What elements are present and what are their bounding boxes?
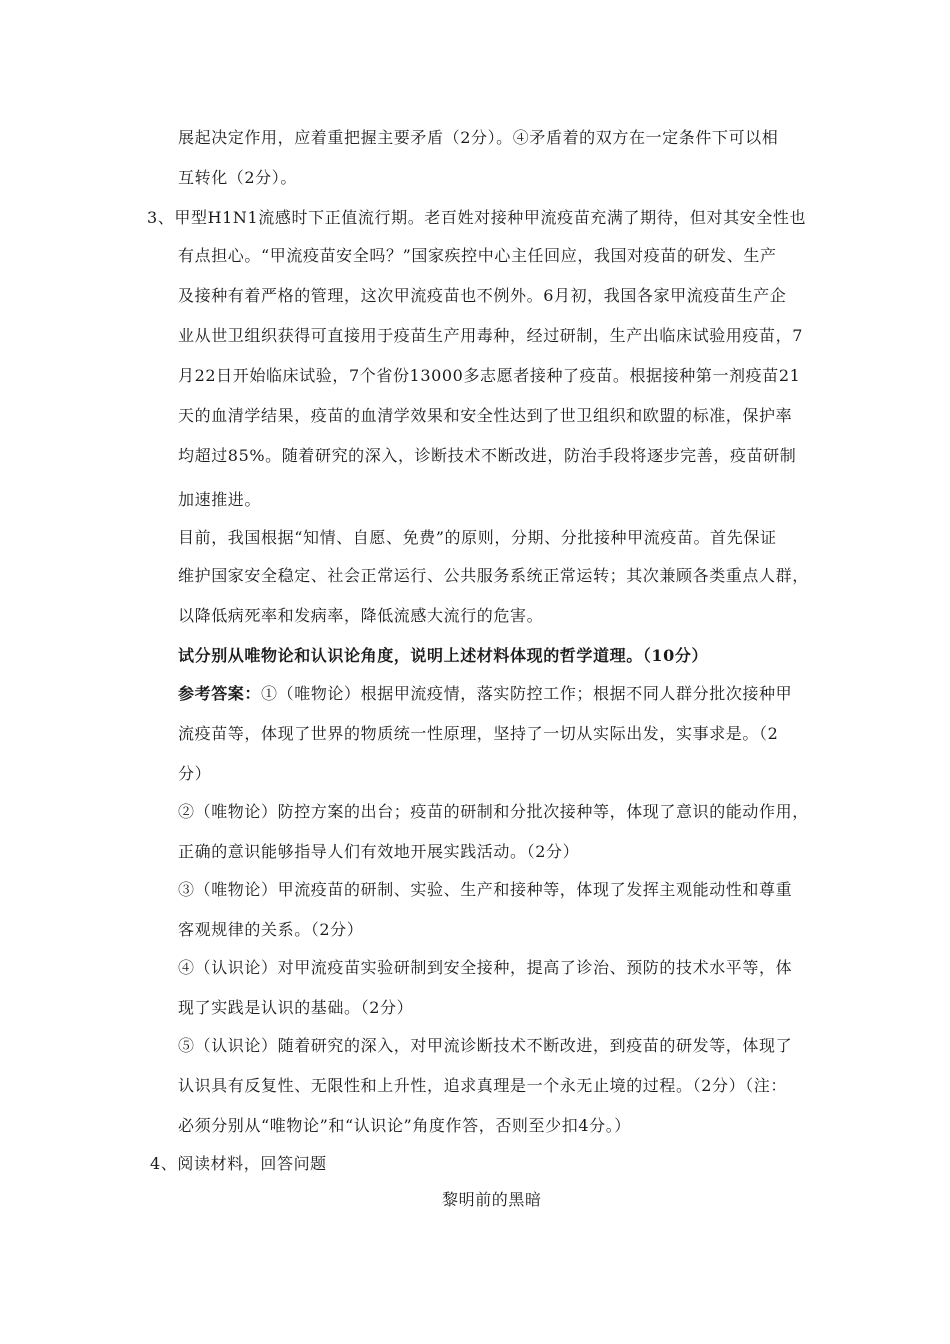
passage-title: 黎明前的黑暗 xyxy=(442,1190,542,1209)
question3-material-line: 月22日开始临床试验，7个省份13000多志愿者接种了疫苗。根据接种第一剂疫苗21 xyxy=(178,366,801,385)
question3-material-line: 均超过85%。随着研究的深入，诊断技术不断改进，防治手段将逐步完善，疫苗研制 xyxy=(178,446,797,465)
question3-heading: 3、甲型H1N1流感时下正值流行期。老百姓对接种甲流疫苗充满了期待，但对其安全性也 xyxy=(147,208,807,227)
question3-material-line: 天的血清学结果，疫苗的血清学效果和安全性达到了世卫组织和欧盟的标准，保护率 xyxy=(178,406,793,425)
question3-answer-line: 现了实践是认识的基础。（2分） xyxy=(178,998,414,1017)
question3-material-line: 加速推进。 xyxy=(178,490,262,509)
question3-material-line: 以降低病死率和发病率，降低流感大流行的危害。 xyxy=(178,606,544,625)
answer-label: 参考答案： xyxy=(178,684,262,703)
question3-answer-line: 必须分别从“唯物论”和“认识论”角度作答，否则至少扣4分。） xyxy=(178,1116,631,1135)
question3-answer-line: 正确的意识能够指导人们有效地开展实践活动。（2分） xyxy=(178,842,580,861)
question3-answer-line: 分） xyxy=(178,764,212,783)
question3-material-line: 目前，我国根据“知情、自愿、免费”的原则，分期、分批接种甲流疫苗。首先保证 xyxy=(178,528,777,547)
question3-answer-line: 认识具有反复性、无限性和上升性，追求真理是一个永无止境的过程。（2分）（注： xyxy=(178,1076,787,1095)
question3-answer-first-line xyxy=(178,684,792,704)
question3-answer-line: ②（唯物论）防控方案的出台；疫苗的研制和分批次接种等，体现了意识的能动作用， xyxy=(178,802,809,821)
question3-material-line: 维护国家安全稳定、社会正常运行、公共服务系统正常运转；其次兼顾各类重点人群， xyxy=(178,566,809,585)
question4-heading: 4、阅读材料，回答问题 xyxy=(150,1154,327,1173)
question3-material-line: 及接种有着严格的管理，这次甲流疫苗也不例外。6月初，我国各家甲流疫苗生产企 xyxy=(178,286,787,305)
question3-answer-line: ③（唯物论）甲流疫苗的研制、实验、生产和接种等，体现了发挥主观能动性和尊重 xyxy=(178,880,793,899)
continuation-line-1: 展起决定作用，应着重把握主要矛盾（2分）。④矛盾着的双方在一定条件下可以相 xyxy=(178,128,779,147)
question3-answer-line: ④（认识论）对甲流疫苗实验研制到安全接种，提高了诊治、预防的技术水平等，体 xyxy=(178,958,793,977)
question3-answer-line: ⑤（认识论）随着研究的深入，对甲流诊断技术不断改进，到疫苗的研发等，体现了 xyxy=(178,1036,793,1055)
question3-prompt: 试分别从唯物论和认识论角度，说明上述材料体现的哲学道理。（10分） xyxy=(178,646,709,665)
question3-answer-line: 客观规律的关系。（2分） xyxy=(178,920,364,939)
question3-answer-line: 流疫苗等，体现了世界的物质统一性原理，坚持了一切从实际出发，实事求是。（2 xyxy=(178,724,779,743)
continuation-line-2: 互转化（2分）。 xyxy=(178,168,297,187)
answer-point-1: ①（唯物论）根据甲流疫情，落实防控工作；根据不同人群分批次接种甲 xyxy=(261,684,793,703)
question3-material-line: 业从世卫组织获得可直接用于疫苗生产用毒种，经过研制，生产出临床试验用疫苗，7 xyxy=(178,326,803,345)
question3-material-line: 有点担心。“甲流疫苗安全吗？”国家疾控中心主任回应，我国对疫苗的研发、生产 xyxy=(178,246,777,265)
